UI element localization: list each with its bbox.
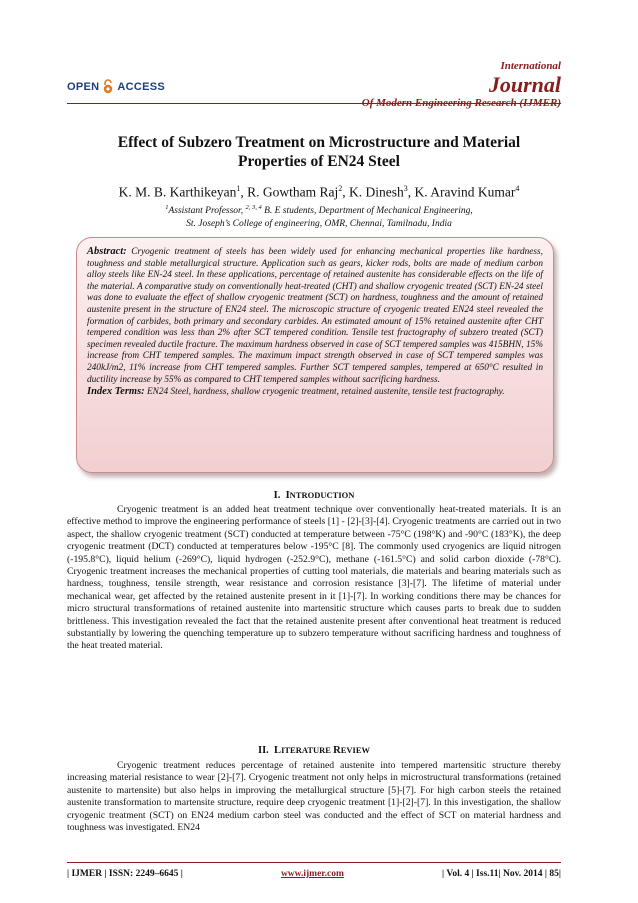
journal-line-international: International — [500, 60, 561, 72]
abstract-box — [76, 237, 554, 473]
open-access-label-2: ACCESS — [117, 80, 166, 93]
paper-title-line-2: Properties of EN24 Steel — [238, 153, 400, 170]
header-rule — [67, 103, 561, 104]
affiliation-line-2: St. Joseph’s College of engineering, OMR, Chennai, Tamilnadu, India — [186, 219, 452, 230]
footer-volume: | Vol. 4 | Iss.11| Nov. 2014 | 85| — [442, 869, 561, 879]
author-name: R. Gowtham Raj — [247, 184, 339, 200]
affiliation — [60, 201, 578, 231]
open-lock-icon — [102, 79, 114, 94]
author-sup: 4 — [515, 184, 520, 193]
page-footer — [67, 869, 561, 879]
author-list: K. M. B. Karthikeyan$^1$, R. Gowtham Raj$^2$, K. Dinesh$^3$, K. Aravind Kumar$^4$ — [118, 184, 520, 200]
affil-text-1: Assistant Professor, — [168, 206, 246, 217]
section-title-rest: ITERATURE — [281, 745, 334, 755]
journal-line-journal: Journal — [488, 72, 561, 97]
section-title-initial: R — [333, 745, 341, 756]
author-sup: 3 — [403, 184, 408, 193]
section-number: I. — [273, 490, 281, 501]
affiliation-line-1 — [60, 201, 578, 218]
affil-sup-2: 2, 3, 4 — [245, 204, 262, 211]
literature-review-paragraph: Cryogenic treatment reduces percentage of retained austenite into tempered martensitic structure thereby increasing material resistance to wear [2]-[7]. Cryogenic treatment not only helps in microstructural transformations (retained austenite to martensite) but also helps in improving the metallurgical structure [5]-[7]. For high carbon steels the retained austenite transformation to martensite structure, require deep cryogenic treatment [1]-[2]-[7]. In this investigation, the shallow cryogenic treatment (SCT) on EN24 medium carbon steel was conducted and the effect of SCT on material hardness and toughness was investigated. EN24 — [67, 760, 561, 834]
section-heading-introduction — [67, 489, 561, 502]
affil-text-2: B. E students, Department of Mechanical Engineering, — [261, 206, 473, 217]
author-sup: 2 — [338, 184, 343, 193]
footer-website-link[interactable]: www.ijmer.com — [280, 869, 344, 879]
literature-review-body — [67, 760, 561, 834]
introduction-body — [67, 504, 561, 653]
introduction-paragraph: Cryogenic treatment is an added heat treatment technique over conventionally heat-treated materials. It is an effective method to improve the engineering performance of steels [1] - [2]-[3]-[4]. Cryogenic treatments are carried out in two aspect, the shallow cryogenic treatment (SCT) conducted at temperature between -75°C (198°K) and -90°C (183°K), the deep cryogenic treatment (DCT) conducted at temperatures below -195°C [8]. The commonly used cryogenics are liquid nitrogen (-195.8°C), liquid helium (-269°C), liquid hydrogen (-252.9°C), methane (-161.5°C) and solid carbon dioxide (-78°C). Cryogenic treatment increases the mechanical properties of cutting tool materials, die materials and bearing materials such as hardness, toughness, tensile strength, wear resistance and corrosion resistance [3]-[7]. The lifetime of material under mechanical wear, get affected by the retained austenite present in it [1]-[7]. In working conditions there may be chances for micro structural transformations of retained austenite into martensitic structure which causes parts to break due to sudden brittleness. This investigation revealed the fact that the retained austenite present after conventional heat treatment is reduced substantially by lowering the quenching temperature up to subzero temperature without sacrificing hardness and toughness of the heat treated material. — [67, 504, 561, 652]
section-title-initial: L — [274, 745, 282, 756]
abstract-text: Cryogenic treatment of steels has been widely used for enhancing mechanical properties like hardness, toughness and stable metallurgical structure. Application such as gears, kicker rods, bolts are made of medium carbon alloy steels like EN-24 steel. In these applications, percentage of retained austenite has considerable effects on the life of the material. A comparative study on conventionally heat-treated (CHT) and shallow cryogenic treated (SCT) EN-24 steel was done to evaluate the effect of shallow cryogenic treatment (SCT) on hardness, toughness and the amount of retained austenite present in the structure of EN24 steel. The microscopic structure of cryogenic treated EN24 steel revealed the formation of carbides, both primary and secondary carbides. An estimated amount of 15% retained austenite after CHT tempered condition was less than 2% after SCT tempered condition. Tensile test fractography of subzero treated (SCT) specimen revealed ductile fracture. The maximum hardness observed in case of SCT tempered samples was 415BHN, 15% increase from CHT tempered samples. The maximum impact strength observed in case of SCT tempered samples was 240kJ/m2, 11% increase from CHT tempered samples. Further SCT tempered samples, tempered at 650°C resulted in ductility increase by 55% as compared to CHT tempered samples without sacrificing hardness. — [87, 247, 543, 385]
footer-rule — [67, 862, 561, 863]
section-title-rest: EVIEW — [340, 745, 370, 755]
author-sup: 1 — [236, 184, 241, 193]
index-terms-paragraph — [87, 386, 543, 399]
footer-issn: | IJMER | ISSN: 2249–6645 | — [67, 869, 183, 879]
author-name: K. M. B. Karthikeyan — [118, 184, 237, 200]
abstract-label: Abstract: — [87, 246, 127, 257]
section-heading-literature-review — [67, 744, 561, 757]
section-title-initial: I — [285, 490, 290, 501]
affil-sup-1: 1 — [165, 204, 169, 211]
section-title-rest: NTRODUCTION — [289, 490, 355, 500]
paper-title — [70, 133, 568, 171]
index-terms-label: Index Terms: — [87, 386, 145, 398]
author-name: K. Dinesh — [349, 184, 404, 200]
paper-title-line-1: Effect of Subzero Treatment on Microstructure and Material — [117, 134, 521, 151]
section-number: II. — [257, 745, 269, 756]
open-access-label-1: OPEN — [67, 80, 100, 93]
index-terms-text: EN24 Steel, hardness, shallow cryogenic treatment, retained austenite, tensile test fractography. — [147, 387, 505, 398]
open-access-logo — [67, 79, 165, 94]
journal-line-full-name: Of Modern Engineering Research (IJMER) — [361, 97, 561, 109]
abstract-paragraph — [87, 246, 543, 386]
author-name: K. Aravind Kumar — [414, 184, 516, 200]
